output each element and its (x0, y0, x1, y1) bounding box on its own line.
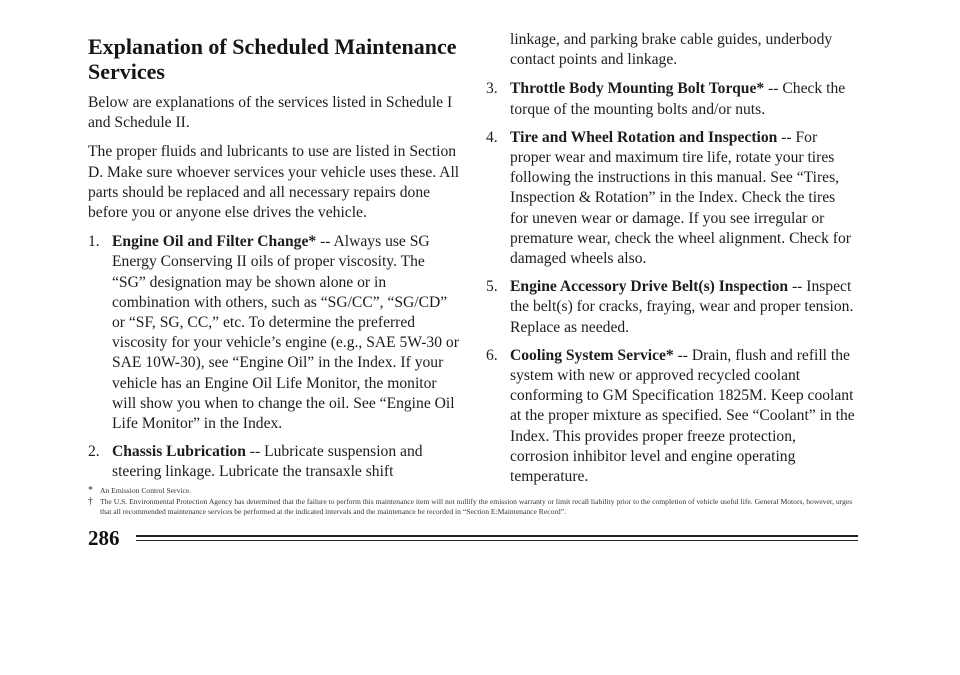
footnote-mark: * (88, 485, 93, 496)
page-title: Explanation of Scheduled Maintenance Services (88, 34, 457, 84)
service-item-cooling-system (486, 346, 856, 487)
item-number: 3. (486, 80, 498, 98)
item-2-continuation: linkage, and parking brake cable guides, underbody contact points and linkage. (510, 31, 833, 69)
item-text: -- For proper wear and maximum tire life, rotate your tires following the instructions in this manual. See “Tires, Inspection & Rotation” in the Index. Check the tires for uneven wear or damage. If you see irregular or premature wear, check the wheel alignment. Check for damaged wheels also. (510, 128, 851, 268)
item-number: 5. (486, 278, 498, 296)
intro-paragraph-2: The proper fluids and lubricants to use are listed in Section D. Make sure whoever services your vehicle uses these. All parts should be replaced and all necessary repairs done before you or anyone else drives the vehicle. (88, 143, 460, 222)
page-footer (88, 526, 858, 550)
item-text: -- Lubricate suspension and steering linkage. Lubricate the transaxle shift (112, 443, 423, 481)
item-text: -- Always use SG Energy Conserving II oils of proper viscosity. The “SG” designation may be shown alone or in combination with others, such as “SG/CC”, “SG/CD” or “SF, SG, CC,” etc. To determine the preferred viscosity for your vehicle’s engine (e.g., SAE 5W-30 or SAE 10W-30), see “Engine Oil” in the Index. If your vehicle has an Engine Oil Life Monitor, the monitor will show you when to change the oil. See “Engine Oil Life Monitor” in the Index. (112, 233, 459, 433)
item-title: Cooling System Service* (510, 346, 674, 364)
left-column (88, 30, 460, 491)
footnote-mark: † (88, 495, 93, 507)
item-number: 4. (486, 128, 498, 146)
item-title: Chassis Lubrication (112, 443, 246, 461)
footer-rule-thin (136, 540, 858, 541)
service-item-tire-rotation (486, 128, 856, 269)
service-item-engine-oil (88, 232, 460, 434)
item-title: Tire and Wheel Rotation and Inspection (510, 128, 778, 146)
footnotes (88, 486, 858, 518)
service-item-drive-belt (486, 277, 856, 338)
right-column (486, 30, 856, 495)
footnote-epa (88, 497, 858, 518)
item-title: Engine Oil and Filter Change* (112, 233, 317, 251)
service-item-chassis-lubrication (88, 442, 460, 482)
footnote-text: An Emission Control Service. (100, 486, 192, 495)
item-number: 6. (486, 346, 498, 364)
footnote-emission (88, 486, 858, 497)
page-number: 286 (88, 526, 120, 550)
service-list-right (486, 79, 856, 487)
item-text: -- Drain, flush and refill the system with new or approved recycled coolant conforming to GM Specification 1825M. Keep coolant at the proper mixture as specified. See “Coolant” in the Index. This provides proper freeze protection, corrosion inhibitor level and engine operating temperature. (510, 346, 855, 486)
service-item-throttle-body (486, 79, 856, 119)
item-number: 1. (88, 233, 100, 251)
item-number: 2. (88, 443, 100, 461)
item-title: Throttle Body Mounting Bolt Torque* (510, 80, 765, 98)
footer-rule-thick (136, 535, 858, 537)
item-title: Engine Accessory Drive Belt(s) Inspection (510, 278, 789, 296)
service-list-left (88, 232, 460, 482)
intro-paragraph-1: Below are explanations of the services listed in Schedule I and Schedule II. (88, 94, 453, 132)
item-text: -- Check the torque of the mounting bolts and/or nuts. (510, 80, 846, 118)
item-text: -- Inspect the belt(s) for cracks, fraying, wear and proper tension. Replace as needed. (510, 278, 854, 336)
footnote-text: The U.S. Environmental Protection Agency has determined that the failure to perform this maintenance item will not nullify the emission warranty or limit recall liability prior to the completion of vehicle useful life. General Motors, however, urges that all recommended maintenance services be performed at the indicated intervals and the maintenance be recorded in “Section E:Maintenance Record”. (100, 496, 853, 516)
